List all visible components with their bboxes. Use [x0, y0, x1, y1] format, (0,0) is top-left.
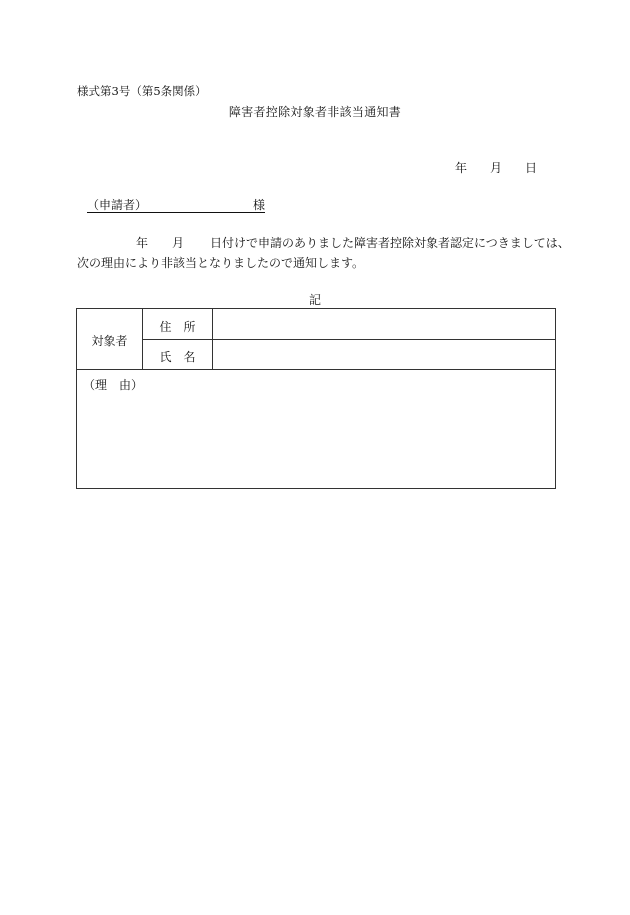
body-line-2: 次の理由により非該当となりましたので通知します。 — [77, 256, 365, 270]
form-number: 様式第3号（第5条関係） — [77, 84, 207, 98]
table-divider — [77, 369, 555, 370]
body-line-1-text: 日付けで申請のありました障害者控除対象者認定につきましては、 — [210, 236, 570, 250]
reason-label: （理 由） — [83, 378, 144, 392]
applicant-line — [87, 199, 265, 213]
body-line-1 — [136, 237, 570, 249]
body-year-label: 年 — [136, 236, 149, 250]
subject-label: 対象者 — [91, 334, 128, 348]
notice-table — [76, 308, 556, 489]
date-month-label: 月 — [490, 161, 503, 175]
table-divider — [142, 339, 555, 340]
document-title: 障害者控除対象者非該当通知書 — [228, 105, 402, 119]
body-month-label: 月 — [172, 236, 185, 250]
date-line — [455, 162, 537, 174]
date-year-label: 年 — [455, 161, 468, 175]
applicant-honorific: 様 — [252, 198, 265, 212]
ki-heading: 記 — [308, 293, 321, 307]
date-day-label: 日 — [525, 161, 538, 175]
address-label: 住 所 — [159, 320, 196, 334]
applicant-label: （申請者） — [87, 198, 148, 212]
table-divider — [212, 309, 213, 369]
applicant-underline — [87, 199, 265, 213]
name-label: 氏 名 — [159, 350, 196, 364]
